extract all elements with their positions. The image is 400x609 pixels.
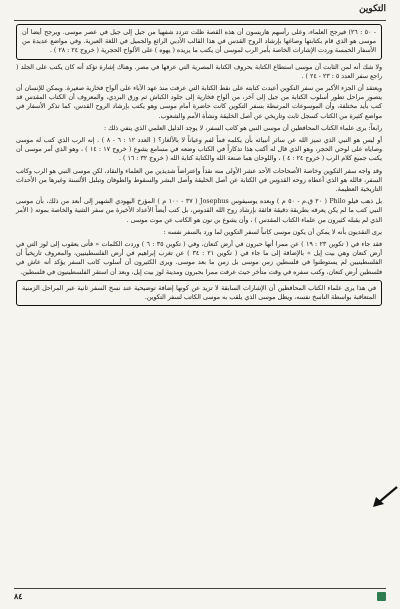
page-body	[16, 24, 382, 581]
page-footer	[14, 588, 386, 603]
page-header	[14, 4, 386, 21]
running-title: التكوين	[359, 4, 386, 14]
paragraph: بل ذهب فيلو Philo ( ٢٠ ق.م - ٥٠ م ) وبعده يوسيفوس Josephus ( ٣٧ - ١٠٠ م ) المؤرخ اليهودي الشهير إلى أبعد من ذلك، بأن موسى النبي كتب ما لم يكن يعرفه بطريقة دقيقة فائقة بإرشاد روح الله القدوس، بل كتب أيضاً الأعداد الأخيرة من سفر التثنية والخاصة بموته ( الأمر الذي لم يقبله كثيرون من علماء الكتاب المقدس ) ، وأن يشوع بن نون هو الكاتب عن موت موسى .	[16, 198, 383, 224]
paragraph: ويعتقد أن الجزء الأكبر من سفر التكوين أعيدت كتابته على نقط الكتابة التي عرفت منذ عهد الآباء على ألواح فخارية صغيرة. ويمكن للإنسان أن يتصور مراحل تطور أسلوب الكتابة من جيل إلى آخر، من ألواح فخارية إلى جلود الكباش ثم ورق البردي، والمعروف أن الكتاب المقدس قد كتب بأيد مختلفة، وأن الموسوعات المرتبطة بسفر التكوين كانت حاضرة أمام موسى وهو يكتب بإرشاد الروح القدس، كما تذكر الأسفار في مواضع كثيرة من الكتاب كسجل ثابت وتاريخي عن أصل الخليقة ونشأة الأمم والشعوب.	[16, 85, 382, 120]
boxed-paragraph: في هذا يرى علماء الكتاب المحافظين أن الإشارات السابقة لا تزيد عن كونها إضافة توضيحية عند نسخ السفر ثانية عبر المراحل الزمنية المتعاقبة بواسطة الناسخ نفسه، ويظل موسى الذي يلقب به موسى الكاتب لسفر التكوين.	[16, 280, 382, 306]
publisher-mark-icon	[377, 592, 386, 601]
arrow-icon	[372, 486, 398, 508]
page-number: ٨٤	[14, 591, 23, 601]
paragraph: رابعاً: يرى علماء الكتاب المحافظين أن موسى النبي هو كاتب السفر، لا يوجد الدليل العلمي الذي ينفي ذلك :	[103, 124, 382, 132]
paragraph: وقد واجه سفر التكوين وخاصة الأصحاحات الأحد عشر الأولى منه نقداً وإعتراضاً شديدين من العلماء والنقاد، لكن موسى النبي هو الرب وكاتب السفر، فالله هو الذي أعطاه روحه القدوس في الكتابة عن أصل الخليقة وأصل البشر والسقوط والطوفان وتبلبل الألسنة وغيرها من الأحداث التاريخية العظيمة.	[16, 167, 382, 194]
paragraph: ولا شك أنه لمن الثابت أن موسى استطاع الكتابة بحروف الكتابة المصرية التي عرفها في مصر. وهناك إشارة تؤكد أنه كان يكتب على الجلد ( راجع سفر العدد ٥ : ٢٣ - ٢٤ ) .	[16, 63, 382, 80]
paragraph: فقد جاء في ( تكوين ٢٣ : ١٩ ) عن ممرا أنها حبرون في أرض كنعان، وفي ( تكوين ٣٥ : ٦ ) وردت الكلمات « فأتى يعقوب إلى لوز التي في أرض كنعان وهي بيت إيل » بالإضافة إلى ما جاء في ( تكوين ٢١ : ٣٤ ) عن تغرب إبراهيم في أرض الفلسطينيين، والمعروف تاريخياً أن الفلسطينيين لم يستوطنوا في فلسطين زمن موسى بل زمن ما بعد موسى. ويرى الكثيرون أن أسلوب كاتب السفر يؤكد أنه عاش في فلسطين أرض كنعان، وكتب سفره في وقت متأخر حيث عرفت ممرا بحبرون ومدينة لوز بيت إيل، وبعد أن استقر الفلسطينيون في فلسطين.	[16, 241, 383, 276]
boxed-paragraph: - ٥٠ : ٢٦) فيرجح العلماء، وعلى رأسهم هاريسون أن هذه القصة ظلت تتردد شفهيا من جيل إلى جيل في عصر موسى. ويرجح أيضا أن موسى هو الذي قام بكتابتها وصاغها بإرشاد الروح القدس في هذا القالب الأدبي الرائع والجميل في اللغة العبرية. وفي مواضع عديدة من الأسفار الخمسة وردت الإشارات الخاصة بأمر الرب لموسى أن يكتب ما يريده ( يهوه ) على الألواح الحجرية ( خروج ٢٤ : ٢٨ ) .	[16, 24, 382, 60]
paragraph: يرى النقديون بأنه لا يمكن أن يكون موسى كاتباً لسفر التكوين لما ورد بالسفر نفسه :	[163, 228, 382, 236]
paragraph: أو ليس هو النبي الذي تميز الله عن سائر أنبيائه بأن يكلمه فماً لفم وعياناً لا بالألغاز؟ ( العدد ١٢ : ٦ - ٨ ) . إنه الرب الذي كتب له موسى وصاياه على لوحي الحجر، وهو الذي قال له أكتب هذا تذكاراً في الكتاب وضعه في مسامع يشوع ( خروج ١٧ : ١٤ ) ، وهو الذي أمر موسى أن يكتب جميع كلام الرب ( خروج ٢٤ : ٤ ) ، واللوحان هما صنعة الله والكتابة كتابة الله ( خروج ٣٢ : ١٦ ) .	[16, 137, 383, 163]
